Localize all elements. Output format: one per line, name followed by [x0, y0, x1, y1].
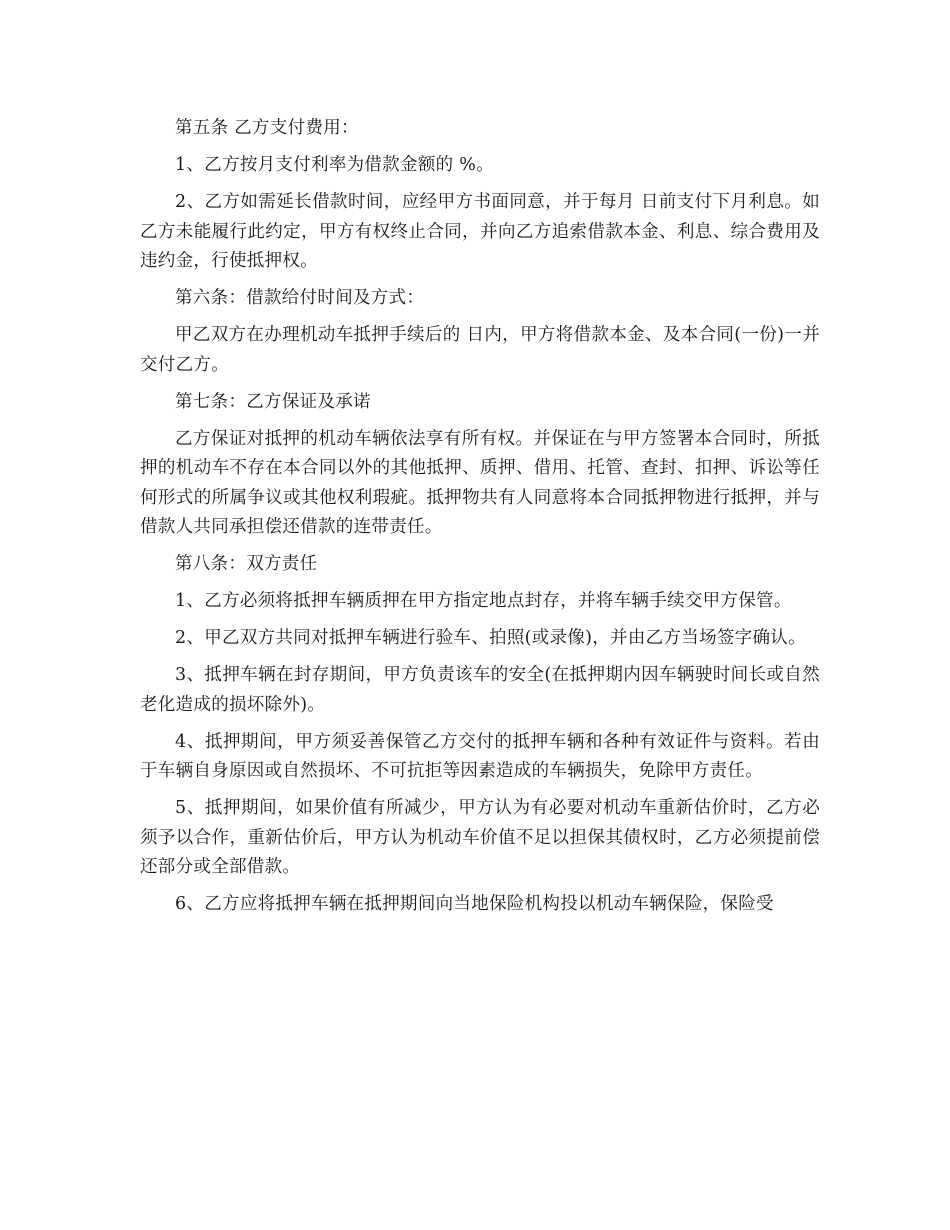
clause-8-item-2: 2、甲乙双方共同对抵押车辆进行验车、拍照(或录像)，并由乙方当场签字确认。: [175, 628, 806, 648]
clause-8-item-3: 3、抵押车辆在封存期间，甲方负责该车的安全(在抵押期内因车辆驶时间长或自然老化造成的损坏除外)。: [140, 665, 820, 715]
clause-8-item-6: 6、乙方应将抵押车辆在抵押期间向当地保险机构投以机动车辆保险，保险受: [175, 894, 774, 914]
clause-8-item-4: 4、抵押期间，甲方须妥善保管乙方交付的抵押车辆和各种有效证件与资料。若由于车辆自身原因或自然损坏、不可抗拒等因素造成的车辆损失，免除甲方责任。: [140, 731, 820, 781]
clause-8-item-1: 1、乙方必须将抵押车辆质押在甲方指定地点封存，并将车辆手续交甲方保管。: [175, 591, 792, 611]
clause-6-body: 甲乙双方在办理机动车抵押手续后的 日内，甲方将借款本金、及本合同(一份)一并交付乙方。: [140, 325, 820, 375]
clause-5-item-1: 1、乙方按月支付利率为借款金额的 %。: [175, 155, 495, 175]
clause-7-heading: 第七条：乙方保证及承诺: [175, 391, 371, 412]
clause-5-item-2: 2、乙方如需延长借款时间，应经甲方书面同意，并于每月 日前支付下月利息。如乙方未能履行此约定，甲方有权终止合同，并向乙方追索借款本金、利息、综合费用及违约金，行使抵押权。: [140, 192, 820, 271]
clause-6-heading: 第六条：借款给付时间及方式：: [175, 288, 425, 308]
clause-5-heading: 第五条 乙方支付费用：: [175, 118, 359, 138]
document-body: [140, 114, 820, 927]
clause-7-body: 乙方保证对抵押的机动车辆依法享有所有权。并保证在与甲方签署本合同时，所抵押的机动车不存在本合同以外的其他抵押、质押、借用、托管、查封、扣押、诉讼等任何形式的所属争议或其他权利瑕疵。抵押物共有人同意将本合同抵押物进行抵押，并与借款人共同承担偿还借款的连带责任。: [140, 428, 820, 537]
clause-8-heading: 第八条：双方责任: [175, 554, 318, 574]
clause-8-item-5: 5、抵押期间，如果价值有所减少，甲方认为有必要对机动车重新估价时，乙方必须予以合作，重新估价后，甲方认为机动车价值不足以担保其债权时，乙方必须提前偿还部分或全部借款。: [140, 798, 820, 877]
